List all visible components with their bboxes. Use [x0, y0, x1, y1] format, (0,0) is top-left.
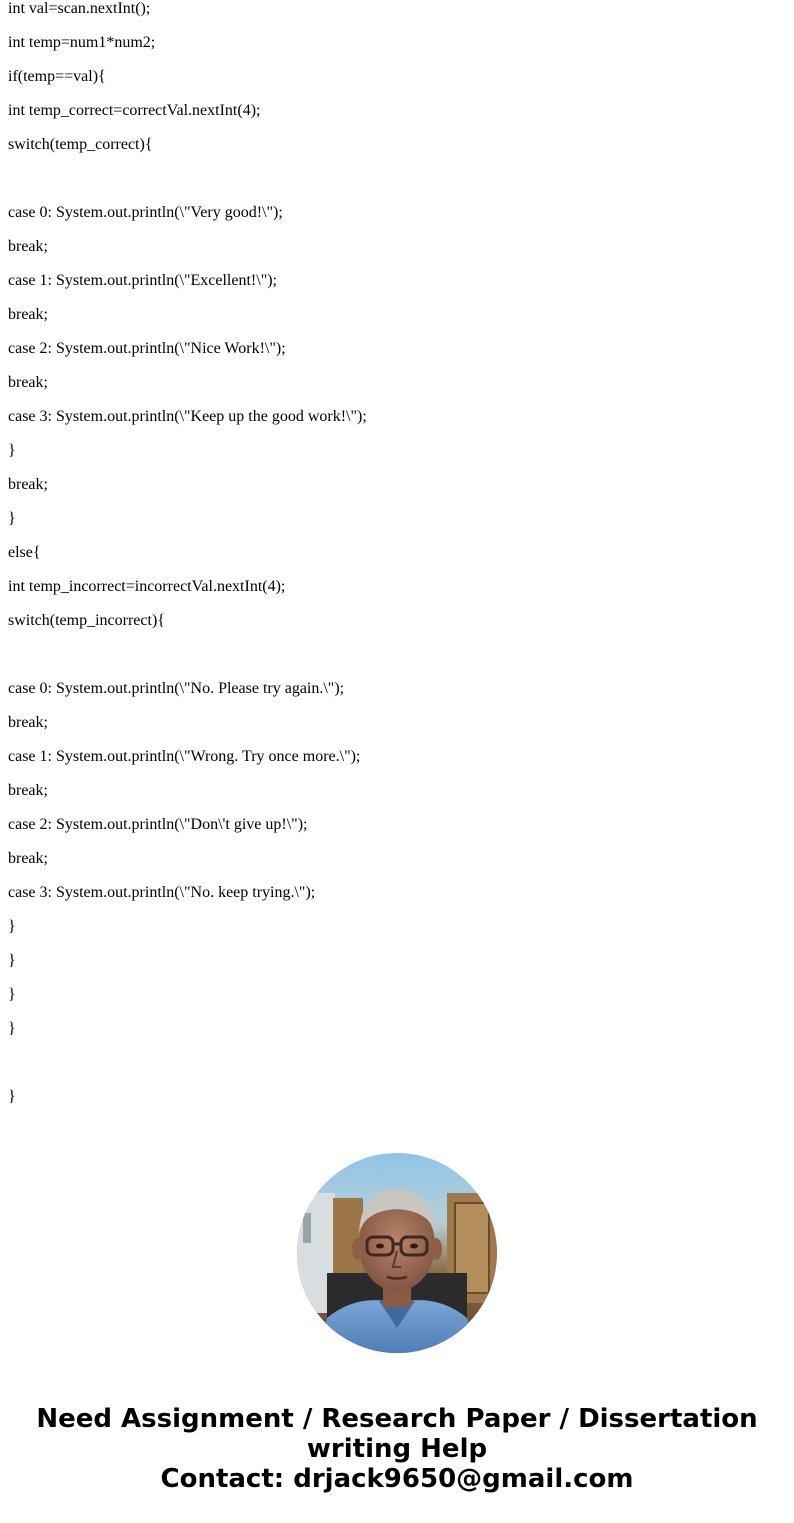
code-line: break;: [8, 714, 48, 731]
code-line: switch(temp_incorrect){: [8, 612, 165, 629]
contact-banner: [0, 1404, 794, 1494]
code-line: int temp_correct=correctVal.nextInt(4);: [8, 102, 261, 119]
code-line: switch(temp_correct){: [8, 136, 153, 153]
code-line: }: [8, 986, 16, 1003]
code-line: case 2: System.out.println(\"Don\'t give up!\");: [8, 816, 308, 833]
code-line: [8, 646, 788, 680]
code-line: [8, 170, 788, 204]
code-line: else{: [8, 544, 41, 561]
code-line: case 1: System.out.println(\"Excellent!\");: [8, 272, 277, 289]
code-line: break;: [8, 374, 48, 391]
author-avatar: [297, 1153, 497, 1353]
code-line: break;: [8, 850, 48, 867]
code-line: int temp=num1*num2;: [8, 34, 156, 51]
code-line: int val=scan.nextInt();: [8, 0, 151, 17]
contact-subheadline: writing Help: [306, 1434, 488, 1464]
code-line: }: [8, 1020, 16, 1037]
code-line: break;: [8, 306, 48, 323]
code-line: }: [8, 1088, 16, 1105]
author-portrait-image: [297, 1153, 497, 1353]
code-line: case 0: System.out.println(\"No. Please try again.\");: [8, 680, 345, 697]
code-line: }: [8, 442, 16, 459]
contact-headline: Need Assignment / Research Paper / Dissertation: [36, 1404, 758, 1434]
code-line: break;: [8, 782, 48, 799]
code-line: }: [8, 510, 16, 527]
code-line: break;: [8, 238, 48, 255]
code-line: }: [8, 952, 16, 969]
code-line: case 2: System.out.println(\"Nice Work!\");: [8, 340, 286, 357]
code-line: }: [8, 918, 16, 935]
code-line: case 3: System.out.println(\"No. keep trying.\");: [8, 884, 316, 901]
code-listing: [8, 0, 788, 1122]
code-line: if(temp==val){: [8, 68, 106, 85]
code-line: break;: [8, 476, 48, 493]
code-line: case 1: System.out.println(\"Wrong. Try once more.\");: [8, 748, 361, 765]
contact-email: Contact: drjack9650@gmail.com: [160, 1464, 634, 1494]
code-line: case 3: System.out.println(\"Keep up the good work!\");: [8, 408, 367, 425]
code-line: [8, 1054, 788, 1088]
code-line: int temp_incorrect=incorrectVal.nextInt(4);: [8, 578, 286, 595]
code-line: case 0: System.out.println(\"Very good!\");: [8, 204, 283, 221]
